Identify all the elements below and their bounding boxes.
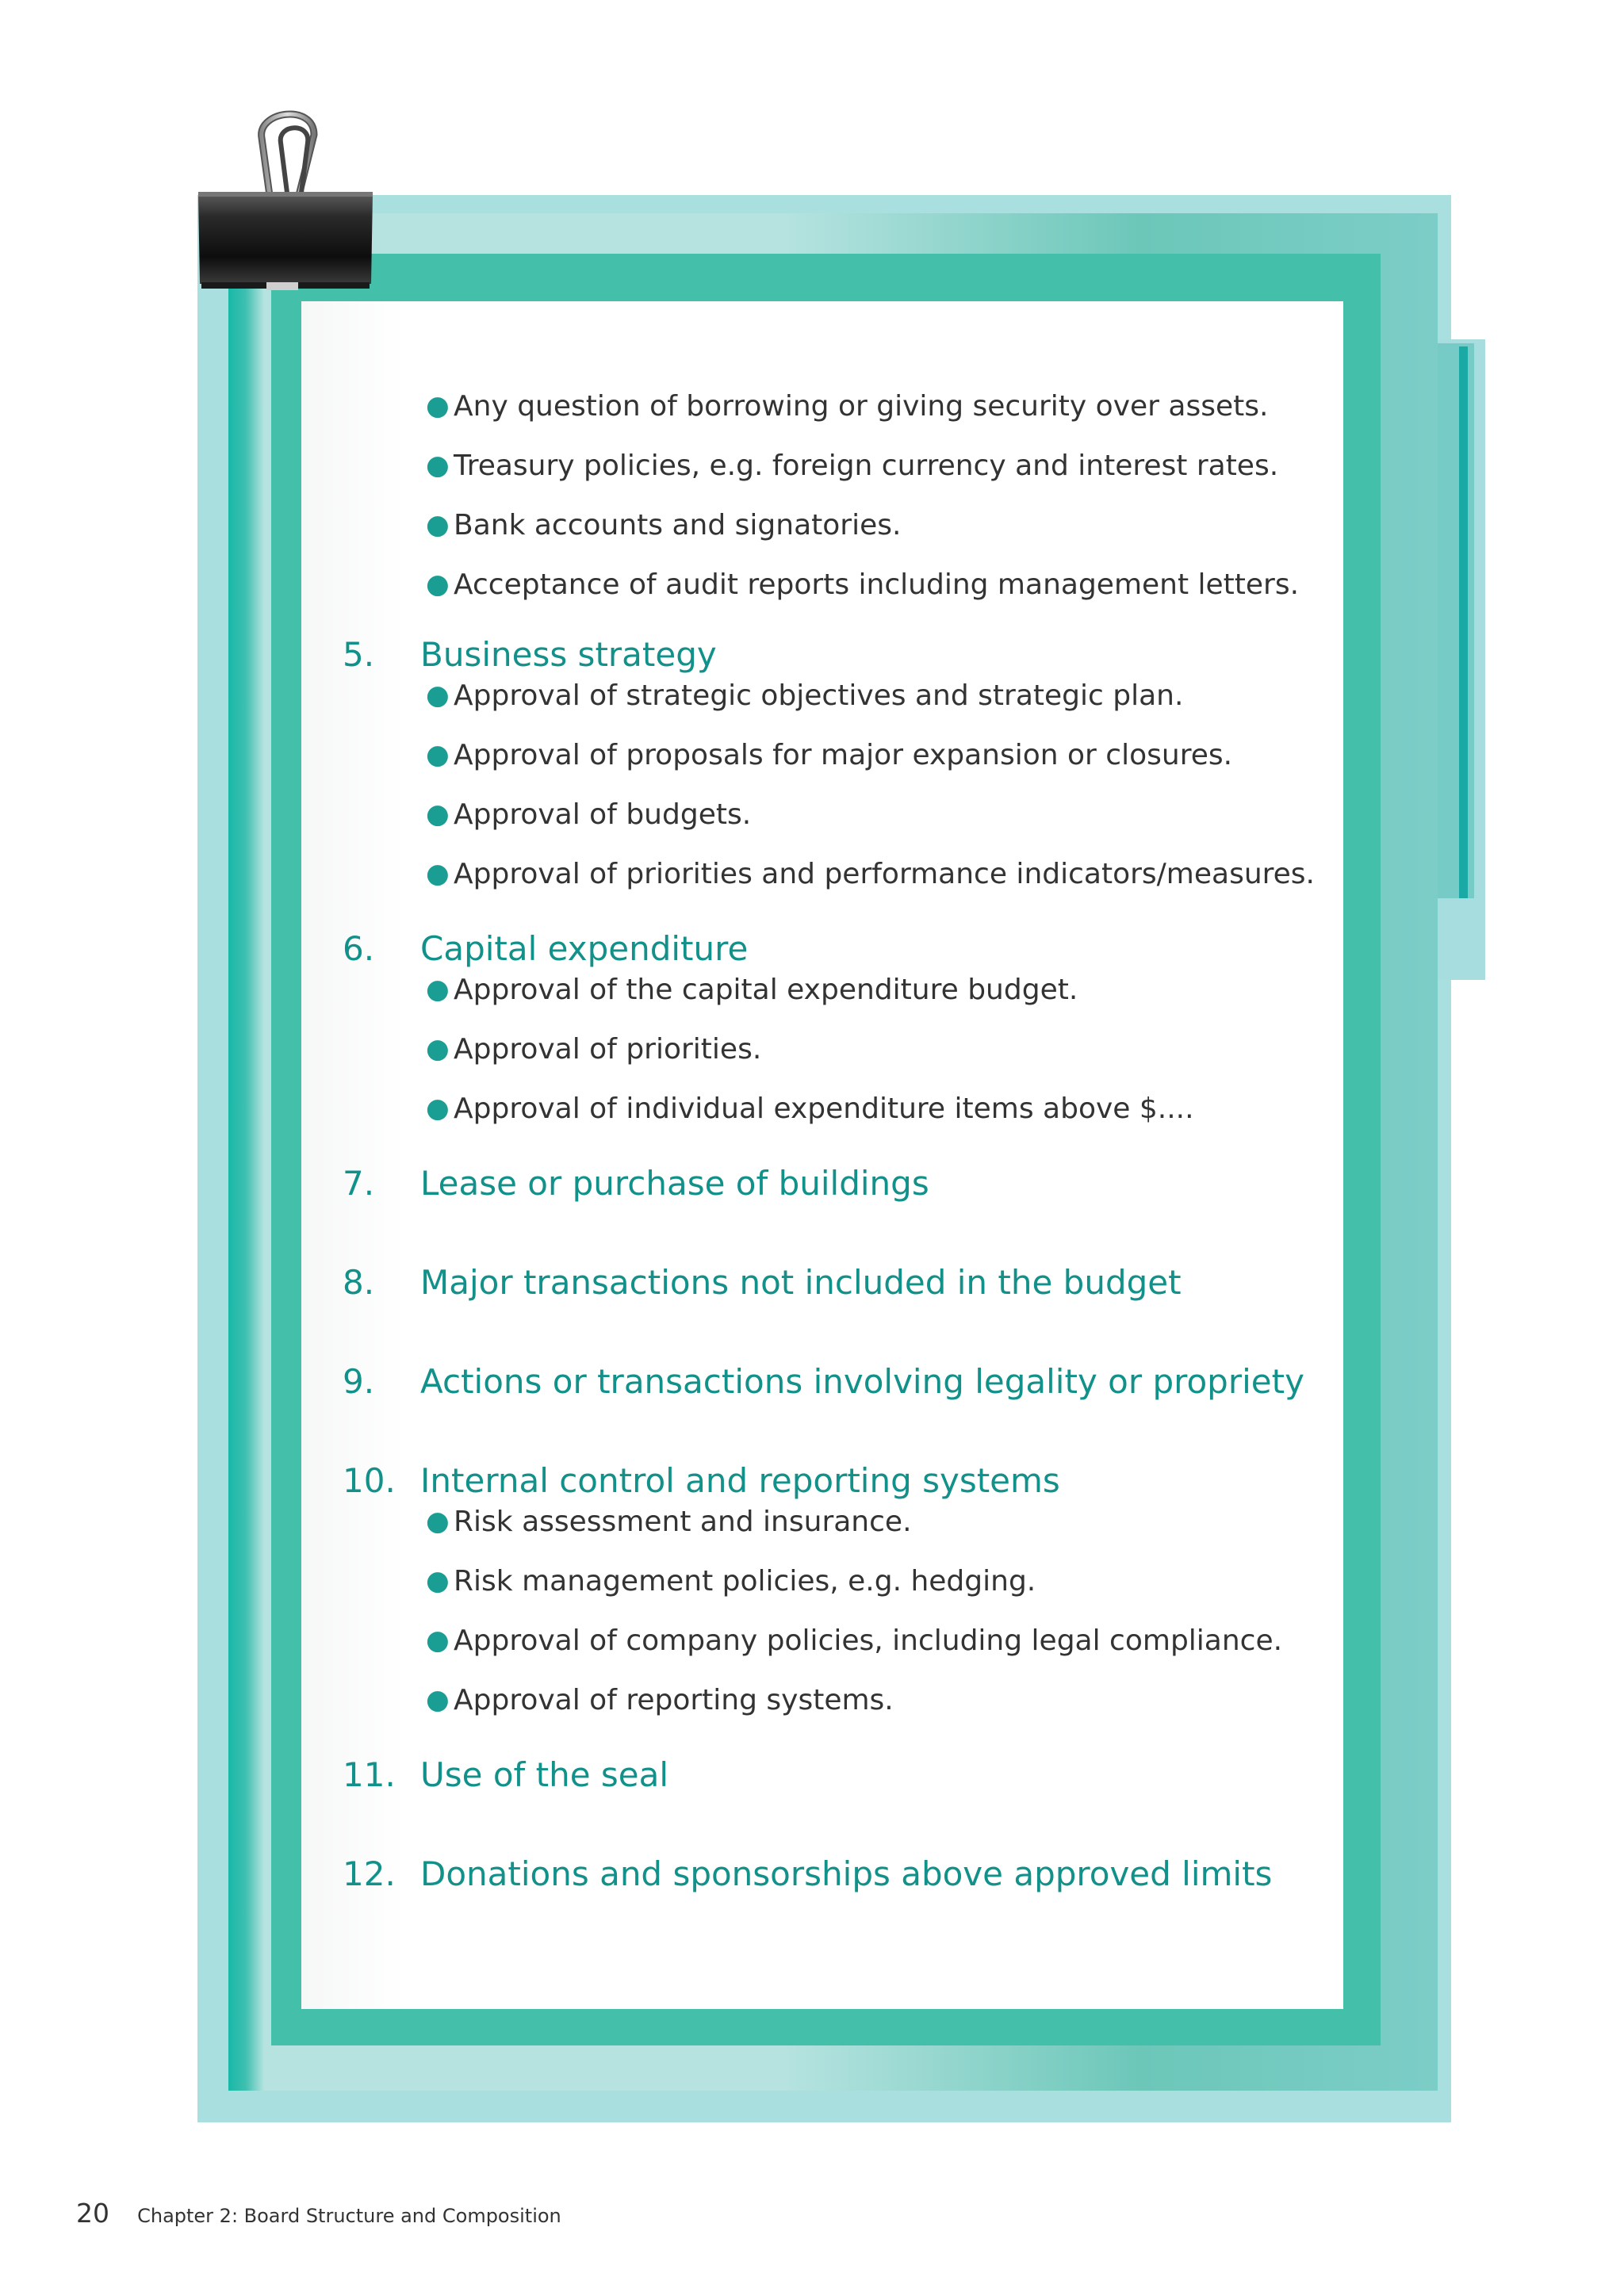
section-title: Use of the seal <box>420 1755 669 1794</box>
page-footer <box>76 2198 561 2229</box>
section-title: Internal control and reporting systems <box>420 1461 1060 1500</box>
bullet-dot: ● <box>426 450 450 481</box>
bullet-dot: ● <box>426 390 450 422</box>
bullet-text: Approval of the capital expenditure budget. <box>454 974 1078 1006</box>
section-number: 7. <box>343 1164 375 1203</box>
bullet-dot: ● <box>426 1565 450 1597</box>
folder-tab-strip <box>1459 346 1468 898</box>
section-title: Donations and sponsorships above approved limits <box>420 1854 1273 1893</box>
bullet-dot: ● <box>426 798 450 830</box>
bullet-dot: ● <box>426 739 450 771</box>
bullet-text: Approval of priorities and performance indicators/measures. <box>454 858 1315 890</box>
bullet-dot: ● <box>426 1684 450 1716</box>
bullet-dot: ● <box>426 1624 450 1656</box>
section-number: 12. <box>343 1854 396 1893</box>
section-title: Major transactions not included in the budget <box>420 1263 1182 1302</box>
bullet-text: Acceptance of audit reports including management letters. <box>454 568 1300 601</box>
bullet-text: Approval of priorities. <box>454 1033 762 1066</box>
bullet-text: Bank accounts and signatories. <box>454 509 902 541</box>
bullet-dot: ● <box>426 974 450 1005</box>
paper-sheet <box>301 301 1343 2009</box>
bullet-dot: ● <box>426 858 450 890</box>
bullet-text: Approval of budgets. <box>454 798 752 831</box>
section-title: Business strategy <box>420 635 717 674</box>
bullet-dot: ● <box>426 1093 450 1124</box>
bullet-dot: ● <box>426 509 450 541</box>
section-number: 8. <box>343 1263 375 1302</box>
section-title: Actions or transactions involving legality or propriety <box>420 1362 1304 1401</box>
binder-clip-icon <box>195 103 376 292</box>
section-number: 9. <box>343 1362 375 1401</box>
bullet-dot: ● <box>426 568 450 600</box>
bullet-text: Risk assessment and insurance. <box>454 1506 912 1538</box>
bullet-text: Approval of company policies, including legal compliance. <box>454 1624 1283 1657</box>
bullet-text: Any question of borrowing or giving security over assets. <box>454 390 1269 423</box>
bullet-dot: ● <box>426 1033 450 1065</box>
section-title: Capital expenditure <box>420 929 749 968</box>
bullet-dot: ● <box>426 1506 450 1537</box>
section-title: Lease or purchase of buildings <box>420 1164 929 1203</box>
bullet-text: Treasury policies, e.g. foreign currency and interest rates. <box>454 450 1279 482</box>
chapter-title: Chapter 2: Board Structure and Composition <box>137 2205 561 2227</box>
section-number: 5. <box>343 635 375 674</box>
bullet-text: Approval of individual expenditure items above $.... <box>454 1093 1194 1125</box>
bullet-text: Approval of strategic objectives and strategic plan. <box>454 679 1184 712</box>
bullet-text: Risk management policies, e.g. hedging. <box>454 1565 1036 1598</box>
bullet-dot: ● <box>426 679 450 711</box>
bullet-text: Approval of reporting systems. <box>454 1684 894 1716</box>
page-number: 20 <box>76 2198 109 2229</box>
bullet-text: Approval of proposals for major expansion or closures. <box>454 739 1233 771</box>
section-number: 6. <box>343 929 375 968</box>
section-number: 11. <box>343 1755 396 1794</box>
section-number: 10. <box>343 1461 396 1500</box>
